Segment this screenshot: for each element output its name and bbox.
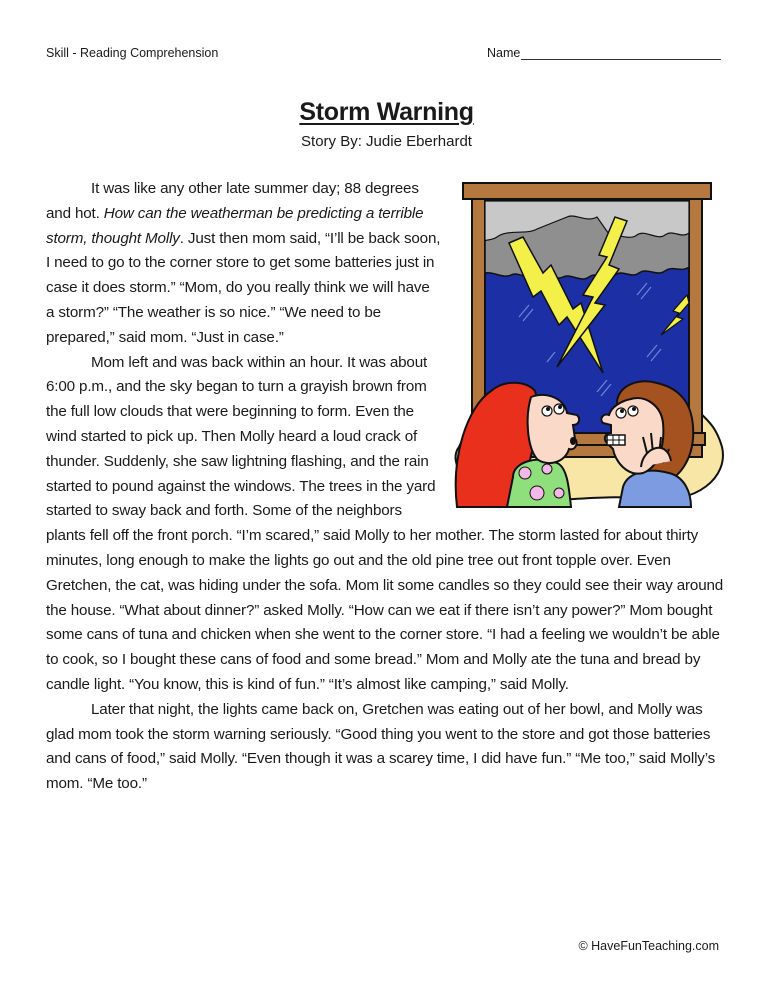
name-blank-line: [521, 46, 721, 60]
page-title: Storm Warning: [299, 98, 474, 126]
storm-window-illustration: [447, 177, 732, 514]
story-body: [46, 177, 726, 797]
story-paragraph-2: Mom left and was back within an hour. It was about 6:00 p.m., and the sky began to turn a grayish brown from the full low clouds that were beginning to form. Even the wind started to pick up. Then Molly heard a loud crack of thunder. Suddenly, she saw lightning flashing, and the rain started to pound against the windows. The trees in the yard started to sway back and forth. Some of the neighbors plants fell off the front porch. “I’m scared,” said Molly to her mother. The storm lasted for about thirty minutes, long enough to make the lights go out and the old pine tree out front topple over. Even Gretchen, the cat, was hiding under the sofa. Mom lit some candles so they could see their way around the house. “What about dinner?” asked Molly. “How can we eat if there isn’t any power?” Mom bought some cans of tuna and chicken when she went to the corner store. “I had a feeling we wouldn’t be able to cook, so I bought these cans of food and some bread.” Mom and Molly ate the tuna and bread by candle light. “You know, this is kind of fun.” “It’s almost like camping,” said Molly.: [46, 353, 724, 693]
story-paragraph-3: Later that night, the lights came back on, Gretchen was eating out of her bowl, and Molly was glad mom took the storm warning seriously. “Good thing you went to the store and got those batteries and cans of food,” said Molly. “Even though it was a scarey time, I did have fun.” “Me too,” said Molly’s mom. “Me too.”: [46, 700, 716, 793]
italic-thought: How can the weatherman be predicting a terrible storm, thought Molly: [46, 204, 424, 247]
story-paragraph-1: It was like any other late summer day; 88 degrees and hot. How can the weatherman be predicting a terrible storm, thought Molly. Just then mom said, “I’ll be back soon, I need to go to the corner store to get some batteries just in case it does storm.” “Mom, do you really think we will have a storm?” “The weather is so nice.” “We need to be prepared,” said mom. “Just in case.”: [46, 180, 441, 346]
copyright-footer: © HaveFunTeaching.com: [578, 939, 719, 953]
byline: Story By: Judie Eberhardt: [301, 133, 472, 150]
skill-label: Skill - Reading Comprehension: [46, 46, 219, 60]
name-label: Name: [487, 46, 521, 60]
name-field: [487, 46, 721, 60]
